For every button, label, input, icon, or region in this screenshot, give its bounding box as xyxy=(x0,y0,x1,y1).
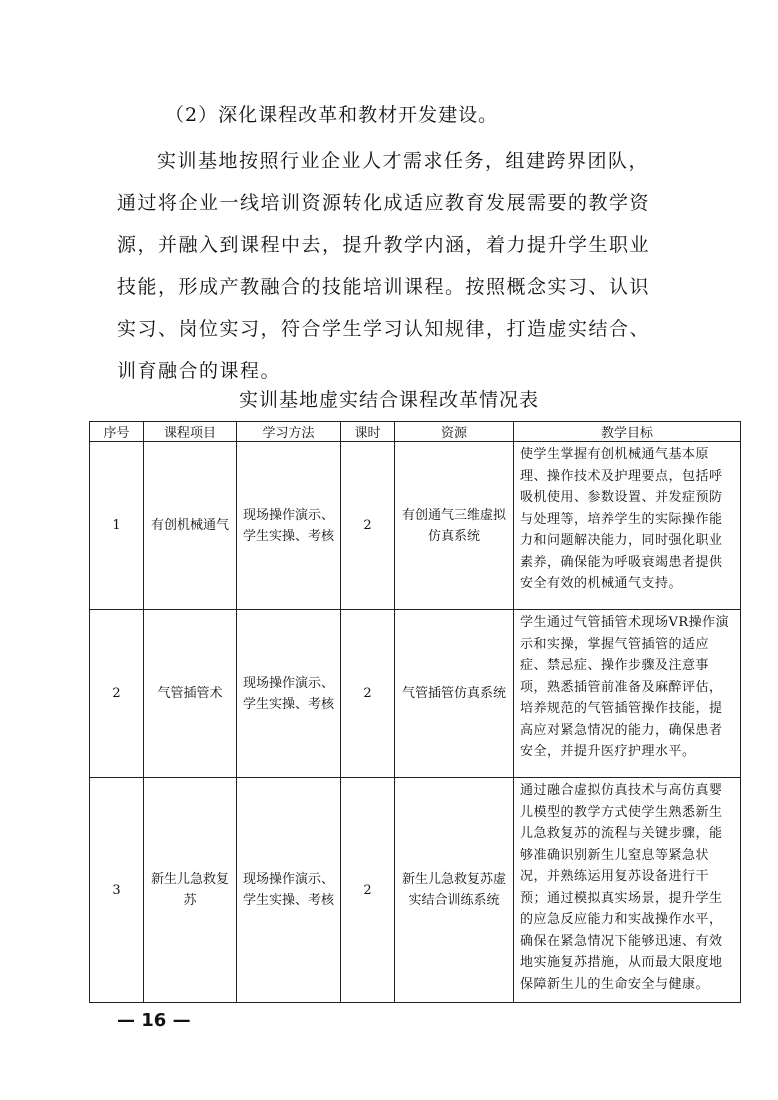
cell-project: 有创机械通气 xyxy=(144,442,237,610)
header-hours: 课时 xyxy=(341,422,395,442)
course-reform-table xyxy=(89,421,741,1003)
cell-project: 新生儿急救复苏 xyxy=(144,778,237,1003)
cell-resource: 新生儿急救复苏虚实结合训练系统 xyxy=(395,778,514,1003)
cell-goal: 学生通过气管插管术现场VR操作演示和实操，掌握气管插管的适应症、禁忌症、操作步骤及注意事项，熟悉插管前准备及麻醉评估，培养规范的气管插管操作技能，提高应对紧急情况的能力，确保患者安全，并提升医疗护理水平。 xyxy=(514,610,741,778)
header-goal: 教学目标 xyxy=(514,422,741,442)
header-project: 课程项目 xyxy=(144,422,237,442)
table-header-row xyxy=(90,422,741,442)
cell-method: 现场操作演示、学生实操、考核 xyxy=(237,778,341,1003)
cell-hours: 2 xyxy=(341,610,395,778)
cell-hours: 2 xyxy=(341,442,395,610)
cell-resource: 气管插管仿真系统 xyxy=(395,610,514,778)
cell-project: 气管插管术 xyxy=(144,610,237,778)
paragraph-line: 训育融合的课程。 xyxy=(117,360,282,382)
paragraph-line: 实训基地按照行业企业人才需求任务，组建跨界团队， xyxy=(157,150,650,172)
cell-method: 现场操作演示、学生实操、考核 xyxy=(237,610,341,778)
page-number: — 16 — xyxy=(117,1010,191,1031)
cell-goal: 通过融合虚拟仿真技术与高仿真婴儿模型的教学方式使学生熟悉新生儿急救复苏的流程与关键步骤，能够准确识别新生儿窒息等紧急状况，并熟练运用复苏设备进行干预；通过模拟真实场景，提升学生的应急反应能力和实战操作水平，确保在紧急情况下能够迅速、有效地实施复苏措施，从而最大限度地保障新生儿的生命安全与健康。 xyxy=(514,778,741,1003)
body-paragraph xyxy=(117,140,665,392)
header-resource: 资源 xyxy=(395,422,514,442)
cell-hours: 2 xyxy=(341,778,395,1003)
table-caption: 实训基地虚实结合课程改革情况表 xyxy=(238,389,539,411)
section-heading: （2）深化课程改革和教材开发建设。 xyxy=(165,104,499,126)
cell-no: 2 xyxy=(90,610,144,778)
cell-no: 1 xyxy=(90,442,144,610)
cell-goal: 使学生掌握有创机械通气基本原理、操作技术及护理要点，包括呼吸机使用、参数设置、并发症预防与处理等，培养学生的实际操作能力和问题解决能力，同时强化职业素养，确保能为呼吸衰竭患者提供安全有效的机械通气支持。 xyxy=(514,442,741,610)
table-row xyxy=(90,610,741,778)
cell-method: 现场操作演示、学生实操、考核 xyxy=(237,442,341,610)
cell-no: 3 xyxy=(90,778,144,1003)
paragraph-line: 实习、岗位实习，符合学生学习认知规律，打造虚实结合、 xyxy=(117,318,651,340)
cell-resource: 有创通气三维虚拟仿真系统 xyxy=(395,442,514,610)
paragraph-line: 源，并融入到课程中去，提升教学内涵，着力提升学生职业 xyxy=(117,234,651,256)
table-row xyxy=(90,442,741,610)
paragraph-line: 通过将企业一线培训资源转化成适应教育发展需要的教学资 xyxy=(117,192,651,214)
paragraph-line: 技能，形成产教融合的技能培训课程。按照概念实习、认识 xyxy=(117,276,651,298)
table-row xyxy=(90,778,741,1003)
header-no: 序号 xyxy=(90,422,144,442)
header-method: 学习方法 xyxy=(237,422,341,442)
